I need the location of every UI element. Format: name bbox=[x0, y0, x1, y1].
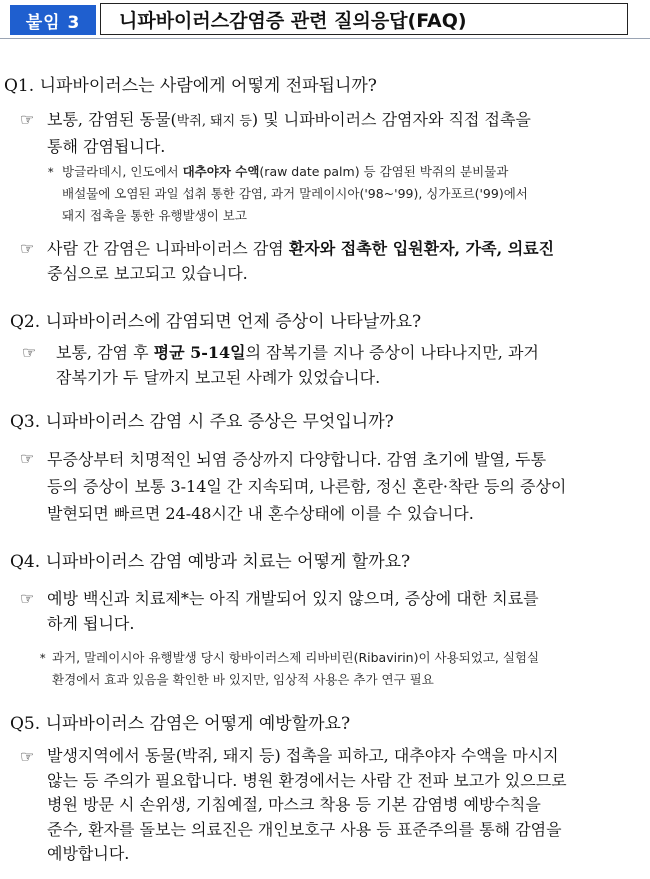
pointing-hand-icon: ☞ bbox=[20, 589, 35, 608]
question-5 bbox=[10, 712, 350, 736]
question-1 bbox=[4, 74, 377, 98]
question-3 bbox=[10, 410, 394, 434]
page-title: 니파바이러스감염증 관련 질의응답(FAQ) bbox=[100, 3, 628, 35]
answer-1-note: 방글라데시, 인도에서 대추야자 수액(raw date palm) 등 감염된 박쥐의 분비물과 배설물에 오염된 과일 섭취 통한 감염, 과거 말레이시아('98~'99), 싱가포르('99)에서 돼지 접촉을 통한 유행발생이 보고 bbox=[62, 164, 528, 223]
answer-3-paragraph: 무증상부터 치명적인 뇌염 증상까지 다양합니다. 감염 초기에 발열, 두통 등의 증상이 보통 3-14일 간 지속되며, 나른함, 정신 혼란·착란 등의 증상이 발현되면 빠르면 24-48시간 내 혼수상태에 이를 수 있습니다. bbox=[47, 450, 567, 523]
attachment-tag: 붙임 3 bbox=[10, 5, 96, 35]
pointing-hand-icon: ☞ bbox=[22, 343, 37, 362]
question-2-text: 니파바이러스에 감염되면 언제 증상이 나타날까요? bbox=[45, 312, 422, 332]
question-4 bbox=[10, 550, 410, 574]
answer-1-paragraph-1 bbox=[47, 107, 531, 159]
question-5-text: 니파바이러스 감염은 어떻게 예방할까요? bbox=[45, 714, 351, 734]
pointing-hand-icon: ☞ bbox=[20, 747, 35, 766]
answer-2-paragraph: 보통, 감염 후 평균 5-14일의 잠복기를 지나 증상이 나타나지만, 과거 잠복기가 두 달까지 보고된 사례가 있었습니다. bbox=[56, 343, 539, 387]
question-3-label: Q3. bbox=[10, 412, 41, 432]
question-4-label: Q4. bbox=[10, 552, 41, 572]
question-4-text: 니파바이러스 감염 예방과 치료는 어떻게 할까요? bbox=[45, 552, 411, 572]
answer-4-note: 과거, 말레이시아 유행발생 당시 항바이러스제 리바비린(Ribavirin)이 사용되었고, 실험실 환경에서 효과 있음을 확인한 바 있지만, 임상적 사용은 추가 연구 필요 bbox=[52, 650, 540, 687]
header-divider bbox=[0, 38, 650, 39]
pointing-hand-icon: ☞ bbox=[20, 239, 35, 258]
question-3-text: 니파바이러스 감염 시 주요 증상은 무엇입니까? bbox=[45, 412, 394, 432]
question-2-label: Q2. bbox=[10, 312, 41, 332]
asterisk-icon: * bbox=[48, 166, 54, 179]
pointing-hand-icon: ☞ bbox=[20, 110, 35, 129]
question-1-label: Q1. bbox=[4, 76, 35, 96]
pointing-hand-icon: ☞ bbox=[20, 449, 35, 468]
asterisk-icon: * bbox=[40, 652, 46, 665]
question-5-label: Q5. bbox=[10, 714, 41, 734]
answer-1-paragraph-2: 사람 간 감염은 니파바이러스 감염 환자와 접촉한 입원환자, 가족, 의료진 중심으로 보고되고 있습니다. bbox=[47, 239, 555, 283]
answer-line: 보통, 감염된 동물(박쥐, 돼지 등) 및 니파바이러스 감염자와 직접 접촉을 bbox=[47, 110, 531, 129]
answer-5-paragraph: 발생지역에서 동물(박쥐, 돼지 등) 접촉을 피하고, 대추야자 수액을 마시지 않는 등 주의가 필요합니다. 병원 환경에서는 사람 간 전파 보고가 있으므로 병원 방문 시 손위생, 기침예절, 마스크 착용 등 기본 감염병 예방수칙을 준수, 환자를 돌보는 의료진은 개인보호구 사용 등 표준주의를 통해 감염을 예방합니다. bbox=[47, 746, 567, 863]
document-header bbox=[0, 0, 650, 44]
answer-4-paragraph: 예방 백신과 치료제*는 아직 개발되어 있지 않으며, 증상에 대한 치료를 하게 됩니다. bbox=[47, 589, 539, 633]
answer-line: 통해 감염됩니다. bbox=[47, 137, 166, 156]
question-1-text: 니파바이러스는 사람에게 어떻게 전파됩니까? bbox=[39, 76, 377, 96]
question-2 bbox=[10, 310, 421, 334]
